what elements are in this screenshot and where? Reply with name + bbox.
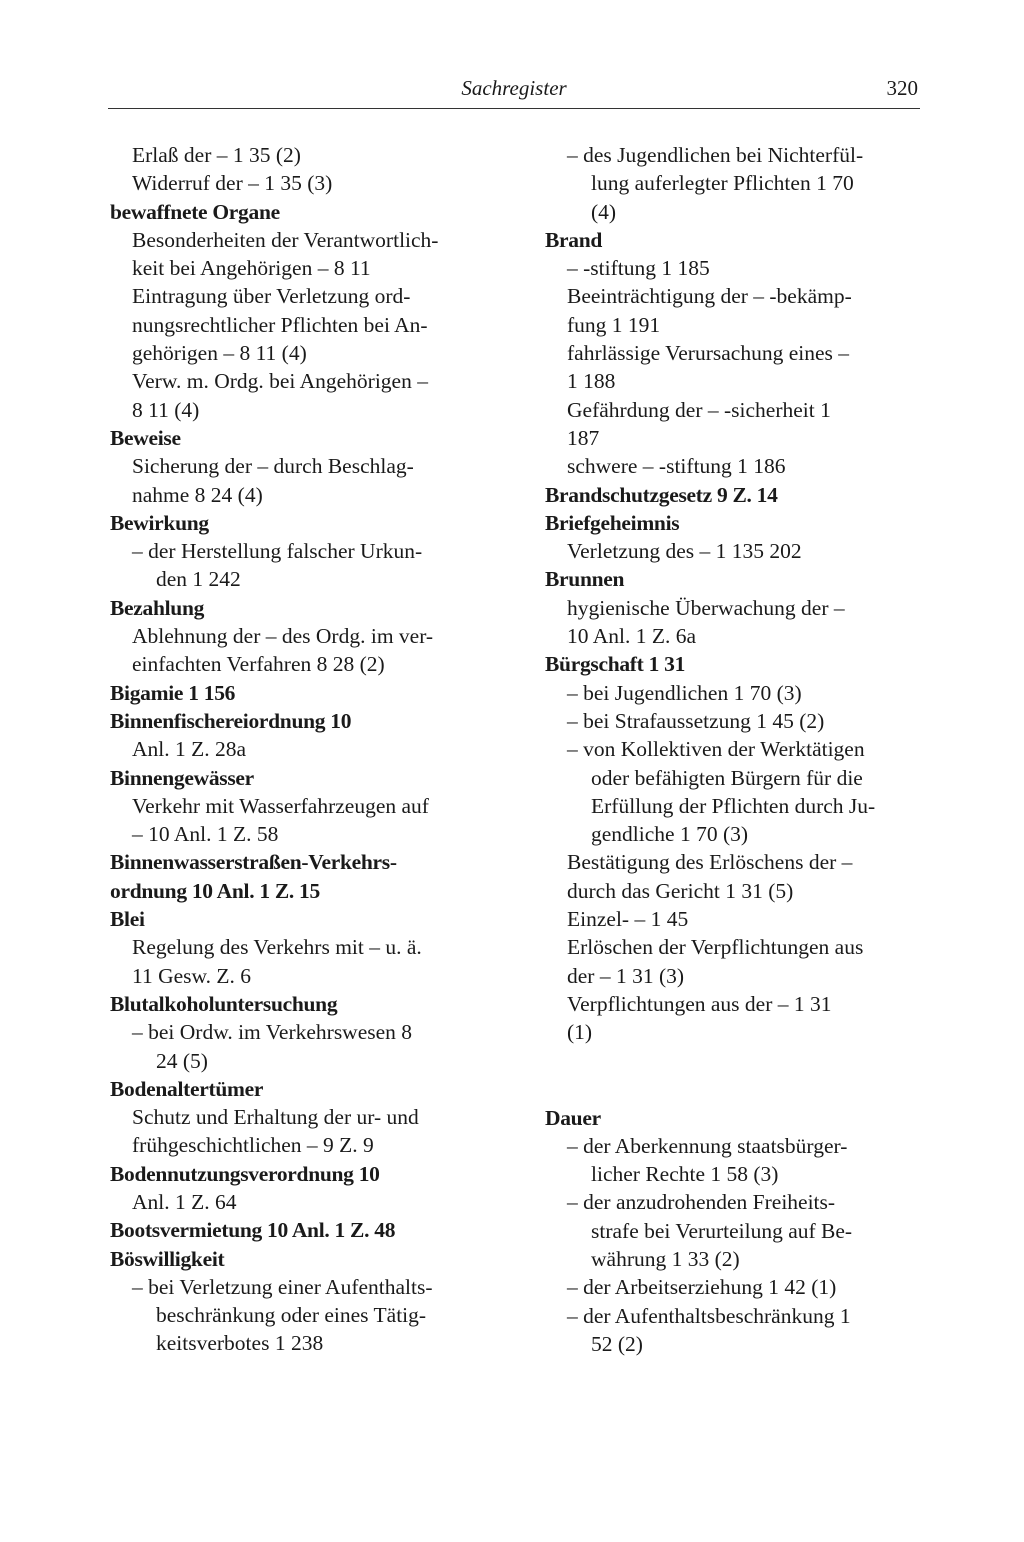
index-heading: Dauer <box>545 1105 601 1130</box>
page-header <box>108 72 920 109</box>
index-heading: Blei <box>110 907 145 932</box>
index-heading: Bodenaltertümer <box>110 1076 264 1101</box>
section-gap <box>545 1047 920 1104</box>
index-line: – 10 Anl. 1 Z. 58 <box>132 822 279 847</box>
index-line: – -stiftung 1 185 <box>567 256 710 281</box>
index-line: licher Rechte 1 58 (3) <box>591 1162 779 1187</box>
index-line: Verw. m. Ordg. bei Angehörigen – <box>132 369 428 394</box>
index-line: Verletzung des – 1 135 202 <box>567 539 802 564</box>
index-line: – der Herstellung falscher Urkun- <box>132 539 423 564</box>
index-line: 8 11 (4) <box>132 397 200 422</box>
index-line: 1 188 <box>567 369 616 394</box>
index-line: – bei Ordw. im Verkehrswesen 8 <box>132 1020 413 1045</box>
index-line: 52 (2) <box>591 1331 643 1356</box>
index-heading: Bewirkung <box>110 510 209 535</box>
index-line: Anl. 1 Z. 64 <box>132 1189 237 1214</box>
index-line: – der Aberkennung staatsbürger- <box>567 1133 848 1158</box>
index-line: 24 (5) <box>156 1048 208 1073</box>
index-line: Regelung des Verkehrs mit – u. ä. <box>132 935 422 960</box>
index-heading: Brand <box>545 227 603 252</box>
index-line: nungsrechtlicher Pflichten bei An- <box>132 312 428 337</box>
index-line: beschränkung oder eines Tätig- <box>156 1303 427 1328</box>
page-number: 320 <box>886 76 918 100</box>
index-line: Erfüllung der Pflichten durch Ju- <box>591 793 876 818</box>
index-line: – der anzudrohenden Freiheits- <box>567 1190 836 1215</box>
index-line: währung 1 33 (2) <box>591 1246 740 1271</box>
index-heading: Böswilligkeit <box>110 1246 225 1271</box>
index-heading: Bezahlung <box>110 595 205 620</box>
index-line: Verpflichtungen aus der – 1 31 <box>567 991 832 1016</box>
index-heading: bewaffnete Organe <box>110 199 280 224</box>
index-line: – von Kollektiven der Werktätigen <box>567 737 865 762</box>
index-line: Anl. 1 Z. 28a <box>132 737 247 762</box>
index-line: Widerruf der – 1 35 (3) <box>132 171 333 196</box>
index-line: oder befähigten Bürgern für die <box>591 765 863 790</box>
index-line: durch das Gericht 1 31 (5) <box>567 878 794 903</box>
index-line: Eintragung über Verletzung ord- <box>132 284 411 309</box>
index-line: Ablehnung der – des Ordg. im ver- <box>132 624 434 649</box>
index-line: fahrlässige Verursachung eines – <box>567 341 849 366</box>
index-line: 11 Gesw. Z. 6 <box>132 963 252 988</box>
index-column-left <box>110 141 482 1358</box>
index-line: fung 1 191 <box>567 312 661 337</box>
index-heading: Binnenfischereiordnung 10 <box>110 708 352 733</box>
index-line: – der Aufenthaltsbeschränkung 1 <box>567 1303 851 1328</box>
index-line: – bei Jugendlichen 1 70 (3) <box>567 680 802 705</box>
index-line: lung auferlegter Pflichten 1 70 <box>591 171 854 196</box>
index-line: einfachten Verfahren 8 28 (2) <box>132 652 385 677</box>
index-line: – bei Strafaussetzung 1 45 (2) <box>567 708 825 733</box>
index-line: keitsverbotes 1 238 <box>156 1331 324 1356</box>
index-line: – der Arbeitserziehung 1 42 (1) <box>567 1275 837 1300</box>
index-line: (1) <box>567 1020 593 1045</box>
running-title: Sachregister <box>461 76 567 100</box>
index-heading: Binnenwasserstraßen-Verkehrs- <box>110 850 397 875</box>
index-line: Verkehr mit Wasserfahrzeugen auf <box>132 793 429 818</box>
index-line: Erlaß der – 1 35 (2) <box>132 143 301 167</box>
index-line: nahme 8 24 (4) <box>132 482 263 507</box>
index-line: – bei Verletzung einer Aufenthalts- <box>132 1274 433 1299</box>
index-line: der – 1 31 (3) <box>567 963 685 988</box>
index-line: Bestätigung des Erlöschens der – <box>567 850 853 875</box>
index-heading: Briefgeheimnis <box>545 510 680 535</box>
index-line: Gefährdung der – -sicherheit 1 <box>567 397 831 422</box>
index-line: gehörigen – 8 11 (4) <box>132 341 307 366</box>
index-line: (4) <box>591 199 617 224</box>
index-line: schwere – -stiftung 1 186 <box>567 454 786 479</box>
index-line: 10 Anl. 1 Z. 6a <box>567 624 696 649</box>
index-line: Sicherung der – durch Beschlag- <box>132 454 414 479</box>
index-column-right <box>545 141 920 1358</box>
index-line: den 1 242 <box>156 567 241 592</box>
index-heading: Bigamie 1 156 <box>110 680 236 705</box>
index-heading: Bürgschaft 1 31 <box>545 652 686 677</box>
index-heading: Beweise <box>110 425 181 450</box>
index-line: Schutz und Erhaltung der ur- und <box>132 1105 419 1130</box>
index-heading: Blutalkoholuntersuchung <box>110 991 338 1016</box>
index-line: Erlöschen der Verpflichtungen aus <box>567 935 864 960</box>
index-heading: Bootsvermietung 10 Anl. 1 Z. 48 <box>110 1218 396 1243</box>
index-line: strafe bei Verurteilung auf Be- <box>591 1218 853 1243</box>
index-heading: Bodennutzungsverordnung 10 <box>110 1161 380 1186</box>
index-line: keit bei Angehörigen – 8 11 <box>132 256 371 281</box>
index-line: 187 <box>567 425 600 450</box>
index-heading: ordnung 10 Anl. 1 Z. 15 <box>110 878 320 903</box>
index-line: – des Jugendlichen bei Nichterfül- <box>567 143 864 167</box>
index-line: hygienische Überwachung der – <box>567 595 845 620</box>
index-heading: Brunnen <box>545 567 625 592</box>
index-heading: Brandschutzgesetz 9 Z. 14 <box>545 482 778 507</box>
index-line: Besonderheiten der Verantwortlich- <box>132 227 439 252</box>
index-heading: Binnengewässer <box>110 765 254 790</box>
index-line: frühgeschichtlichen – 9 Z. 9 <box>132 1133 374 1158</box>
index-line: gendliche 1 70 (3) <box>591 822 749 847</box>
index-line: Beeinträchtigung der – -bekämp- <box>567 284 852 309</box>
index-line: Einzel- – 1 45 <box>567 907 689 932</box>
